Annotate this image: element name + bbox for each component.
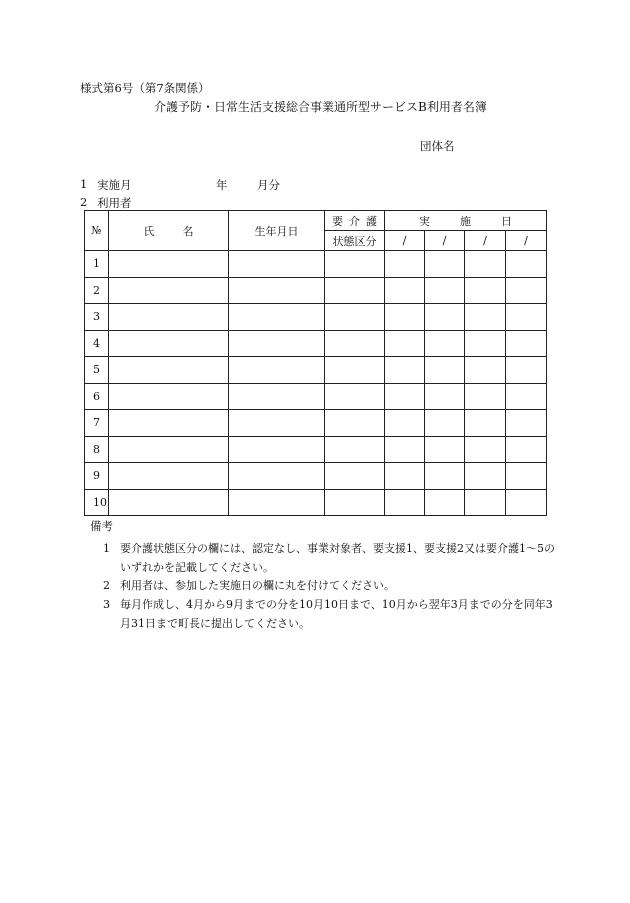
date-cell[interactable] xyxy=(465,383,506,410)
date-slot: / xyxy=(425,231,465,251)
section1-label: 実施月 xyxy=(97,178,132,192)
date-cell[interactable] xyxy=(385,463,425,490)
date-cell[interactable] xyxy=(425,304,465,331)
date-cell[interactable] xyxy=(465,277,506,304)
date-cell[interactable] xyxy=(465,304,506,331)
header-name: 氏名 xyxy=(109,211,229,251)
section2-label: 利用者 xyxy=(97,196,132,210)
date-cell[interactable] xyxy=(385,383,425,410)
date-cell[interactable] xyxy=(506,357,547,384)
row-number: 6 xyxy=(85,383,109,410)
table-row xyxy=(85,410,547,437)
care-level-cell[interactable] xyxy=(325,436,385,463)
section2-number: 2 xyxy=(80,195,88,209)
remark-item xyxy=(103,576,563,595)
date-cell[interactable] xyxy=(506,330,547,357)
row-number: 5 xyxy=(85,357,109,384)
section1-month: 月分 xyxy=(257,178,280,192)
date-cell[interactable] xyxy=(465,357,506,384)
date-cell[interactable] xyxy=(385,251,425,278)
birthdate-cell[interactable] xyxy=(229,357,325,384)
date-cell[interactable] xyxy=(425,277,465,304)
care-level-cell[interactable] xyxy=(325,383,385,410)
table-row xyxy=(85,304,547,331)
remark-text: 要介護状態区分の欄には、認定なし、事業対象者、要支援1、要支援2又は要介護1～5のいずれかを記載してください。 xyxy=(120,542,555,574)
date-cell[interactable] xyxy=(425,489,465,516)
table-row xyxy=(85,251,547,278)
header-care-level-line2: 状態区分 xyxy=(325,231,385,251)
remark-item xyxy=(103,539,563,577)
table-row xyxy=(85,489,547,516)
date-slot: / xyxy=(385,231,425,251)
birthdate-cell[interactable] xyxy=(229,304,325,331)
row-number: 2 xyxy=(85,277,109,304)
row-number: 4 xyxy=(85,330,109,357)
date-cell[interactable] xyxy=(506,277,547,304)
table-row xyxy=(85,277,547,304)
remark-number: 2 xyxy=(103,579,110,592)
birthdate-cell[interactable] xyxy=(229,330,325,357)
care-level-cell[interactable] xyxy=(325,330,385,357)
table-row xyxy=(85,330,547,357)
care-level-cell[interactable] xyxy=(325,410,385,437)
header-care-level-line1: 要介護 xyxy=(325,211,385,231)
header-no: № xyxy=(85,211,109,251)
form-number: 様式第6号（第7条関係） xyxy=(80,81,210,95)
date-cell[interactable] xyxy=(506,410,547,437)
date-cell[interactable] xyxy=(385,304,425,331)
date-cell[interactable] xyxy=(465,410,506,437)
name-cell[interactable] xyxy=(109,251,229,278)
table-row xyxy=(85,463,547,490)
header-birthdate: 生年月日 xyxy=(229,211,325,251)
name-cell[interactable] xyxy=(109,410,229,437)
section1-year: 年 xyxy=(216,178,228,192)
date-cell[interactable] xyxy=(506,463,547,490)
row-number: 7 xyxy=(85,410,109,437)
table-row xyxy=(85,383,547,410)
header-dates: 実施日 xyxy=(385,211,547,231)
name-cell[interactable] xyxy=(109,383,229,410)
birthdate-cell[interactable] xyxy=(229,489,325,516)
document-title: 介護予防・日常生活支援総合事業通所型サービスB利用者名簿 xyxy=(154,100,487,114)
user-roster-table xyxy=(84,210,547,516)
remark-number: 3 xyxy=(103,598,110,611)
date-cell[interactable] xyxy=(385,357,425,384)
care-level-cell[interactable] xyxy=(325,304,385,331)
organization-label: 団体名 xyxy=(420,139,455,153)
name-cell[interactable] xyxy=(109,463,229,490)
row-number: 8 xyxy=(85,436,109,463)
date-cell[interactable] xyxy=(385,410,425,437)
table-row xyxy=(85,357,547,384)
row-number: 3 xyxy=(85,304,109,331)
remarks-heading: 備考 xyxy=(90,519,113,533)
date-cell[interactable] xyxy=(385,489,425,516)
care-level-cell[interactable] xyxy=(325,251,385,278)
care-level-cell[interactable] xyxy=(325,357,385,384)
birthdate-cell[interactable] xyxy=(229,436,325,463)
date-cell[interactable] xyxy=(506,304,547,331)
date-cell[interactable] xyxy=(465,436,506,463)
date-cell[interactable] xyxy=(425,357,465,384)
date-cell[interactable] xyxy=(465,489,506,516)
date-cell[interactable] xyxy=(425,330,465,357)
name-cell[interactable] xyxy=(109,277,229,304)
date-cell[interactable] xyxy=(385,436,425,463)
section1-number: 1 xyxy=(80,177,88,191)
date-cell[interactable] xyxy=(506,489,547,516)
name-cell[interactable] xyxy=(109,357,229,384)
name-cell[interactable] xyxy=(109,489,229,516)
birthdate-cell[interactable] xyxy=(229,277,325,304)
row-number: 1 xyxy=(85,251,109,278)
date-cell[interactable] xyxy=(465,463,506,490)
care-level-cell[interactable] xyxy=(325,463,385,490)
remark-item xyxy=(103,595,563,633)
date-cell[interactable] xyxy=(465,251,506,278)
date-cell[interactable] xyxy=(506,251,547,278)
date-cell[interactable] xyxy=(506,436,547,463)
date-cell[interactable] xyxy=(425,410,465,437)
date-cell[interactable] xyxy=(425,251,465,278)
date-slot: / xyxy=(465,231,506,251)
date-cell[interactable] xyxy=(425,383,465,410)
row-number: 10 xyxy=(85,489,109,516)
date-cell[interactable] xyxy=(385,277,425,304)
care-level-cell[interactable] xyxy=(325,489,385,516)
table-row xyxy=(85,436,547,463)
care-level-cell[interactable] xyxy=(325,277,385,304)
name-cell[interactable] xyxy=(109,330,229,357)
date-cell[interactable] xyxy=(425,436,465,463)
date-cell[interactable] xyxy=(506,383,547,410)
birthdate-cell[interactable] xyxy=(229,251,325,278)
row-number: 9 xyxy=(85,463,109,490)
name-cell[interactable] xyxy=(109,436,229,463)
remark-number: 1 xyxy=(103,542,110,555)
remark-text: 利用者は、参加した実施日の欄に丸を付けてください。 xyxy=(120,579,395,592)
remark-text: 毎月作成し、4月から9月までの分を10月10日まで、10月から翌年3月までの分を同年3月31日まで町長に提出してください。 xyxy=(120,598,553,630)
date-cell[interactable] xyxy=(465,330,506,357)
date-cell[interactable] xyxy=(385,330,425,357)
birthdate-cell[interactable] xyxy=(229,383,325,410)
date-cell[interactable] xyxy=(425,463,465,490)
date-slot: / xyxy=(506,231,547,251)
name-cell[interactable] xyxy=(109,304,229,331)
birthdate-cell[interactable] xyxy=(229,410,325,437)
birthdate-cell[interactable] xyxy=(229,463,325,490)
